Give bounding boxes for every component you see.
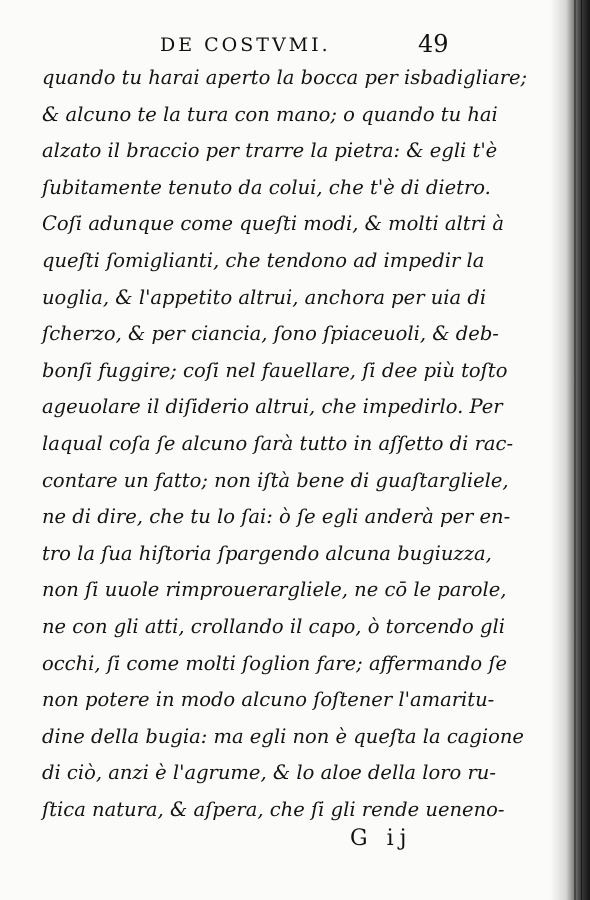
- page-edge: [581, 0, 582, 900]
- text-line: queſti ſomiglianti, che tendono ad impedir la: [42, 248, 485, 272]
- text-line: ſubitamente tenuto da colui, che t'è di dietro.: [42, 175, 491, 199]
- text-line: ne con gli atti, crollando il capo, ò torcendo gli: [42, 614, 505, 638]
- gutter-shadow: [550, 0, 590, 900]
- text-line: dine della bugia: ma egli non è queſta la cagione: [42, 724, 524, 748]
- text-line: bonſi fuggire; coſi nel fauellare, ſi dee più toſto: [42, 358, 508, 382]
- page-number: 49: [418, 30, 449, 58]
- running-head: DE COSTVMI.: [160, 34, 331, 56]
- text-line: ageuolare il diſiderio altrui, che impedirlo. Per: [42, 395, 503, 419]
- text-line: uoglia, & l'appetito altrui, anchora per uia di: [42, 285, 487, 309]
- text-line: laqual coſa ſe alcuno ſarà tutto in aſſetto di rac-: [42, 431, 514, 455]
- text-line: alzato il braccio per trarre la pietra: & egli t'è: [42, 139, 498, 163]
- signature-mark: G ij: [350, 826, 413, 851]
- text-line: contare un fatto; non iſtà bene di guaſtargliele,: [42, 468, 509, 492]
- text-line: ſtica natura, & aſpera, che ſi gli rende ueneno-: [42, 797, 505, 821]
- text-line: non ſi uuole rimprouerargliele, ne cō le parole,: [42, 578, 507, 602]
- gutter-line: [574, 0, 576, 900]
- text-line: occhi, ſi come molti ſoglion fare; affermando ſe: [42, 651, 508, 675]
- text-line: non potere in modo alcuno ſoſtener l'amaritu-: [42, 688, 495, 712]
- text-line: Coſi adunque come queſti modi, & molti altri à: [42, 212, 505, 236]
- body-text: [42, 60, 528, 828]
- text-line: di ciò, anzi è l'agrume, & lo aloe della loro ru-: [42, 761, 496, 785]
- text-line: ſcherzo, & per ciancia, ſono ſpiaceuoli, & deb-: [42, 322, 499, 346]
- text-line: quando tu harai aperto la bocca per isbadigliare;: [42, 66, 528, 89]
- text-line: tro la ſua hiſtoria ſpargendo alcuna bugiuzza,: [42, 541, 492, 565]
- text-line: & alcuno te la tura con mano; o quando tu hai: [42, 102, 498, 126]
- text-line: ne di dire, che tu lo ſai: ò ſe egli anderà per en-: [42, 505, 511, 529]
